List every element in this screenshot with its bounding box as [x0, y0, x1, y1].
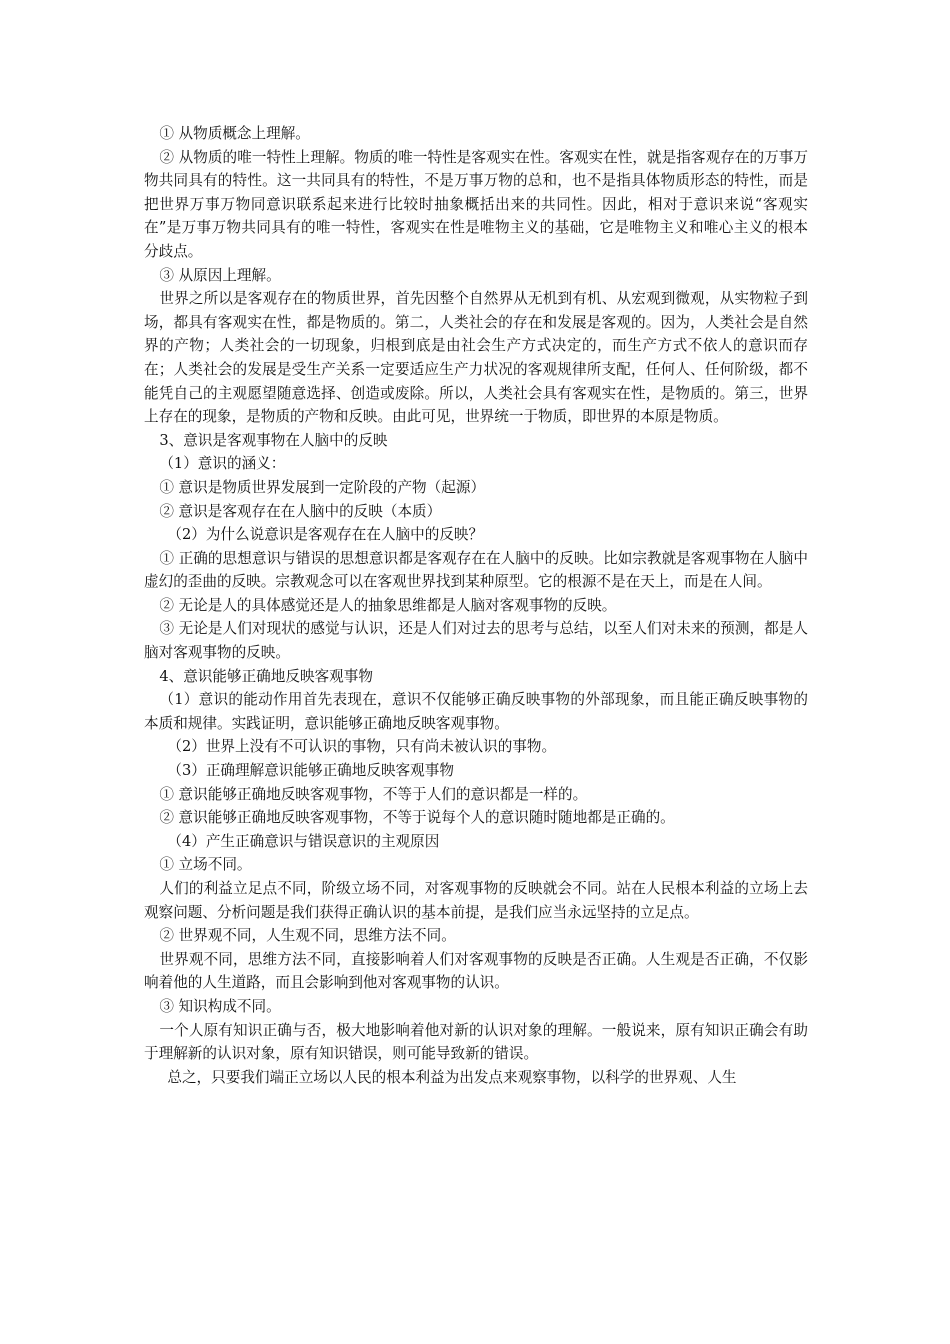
paragraph: ② 意识能够正确地反映客观事物，不等于说每个人的意识随时随地都是正确的。 [159, 809, 675, 827]
paragraph: （4）产生正确意识与错误意识的主观原因 [167, 832, 440, 850]
paragraph: ① 意识能够正确地反映客观事物，不等于人们的意识都是一样的。 [159, 785, 588, 803]
paragraph: ② 无论是人的具体感觉还是人的抽象思维都是人脑对客观事物的反映。 [159, 596, 617, 614]
paragraph: 4、意识能够正确地反映客观事物 [159, 667, 373, 685]
paragraph: ③ 知识构成不同。 [159, 997, 281, 1015]
paragraph: ① 从物质概念上理解。 [159, 125, 310, 142]
paragraph: ② 意识是客观存在在人脑中的反映（本质） [159, 502, 442, 520]
paragraph: ① 意识是物质世界发展到一定阶段的产物（起源） [159, 478, 486, 496]
paragraph: （3）正确理解意识能够正确地反映客观事物 [167, 762, 454, 780]
paragraph: 世界之所以是客观存在的物质世界，首先因整个自然界从无机到有机、从宏观到微观，从实物粒子到场，都具有客观实在性，都是物质的。第二，人类社会的存在和发展是客观的。因为，人类社会是自然界的产物；人类社会的一切现象，归根到底是由社会生产方式决定的，而生产方式不依人的意识而存在；人类社会的发展是受生产关系一定要适应生产力状况的客观规律所支配，任何人、任何阶级，都不能凭自己的主观愿望随意选择、创造或废除。所以，人类社会具有客观实在性，是物质的。第三，世界上存在的现象，是物质的产物和反映。由此可见，世界统一于物质，即世界的本原是物质。 [144, 290, 808, 426]
paragraph: （2）世界上没有不可认识的事物，只有尚未被认识的事物。 [167, 738, 557, 756]
paragraph: 人们的利益立足点不同，阶级立场不同，对客观事物的反映就会不同。站在人民根本利益的立场上去观察问题、分析问题是我们获得正确认识的基本前提，是我们应当永远坚持的立足点。 [144, 880, 808, 921]
document-page [144, 122, 808, 1089]
paragraph: （2）为什么说意识是客观存在在人脑中的反映？ [167, 526, 484, 544]
paragraph: 一个人原有知识正确与否，极大地影响着他对新的认识对象的理解。一般说来，原有知识正确会有助于理解新的认识对象，原有知识错误，则可能导致新的错误。 [144, 1021, 808, 1063]
paragraph: 3、意识是客观事物在人脑中的反映 [159, 431, 388, 449]
paragraph: 世界观不同，思维方法不同，直接影响着人们对客观事物的反映是否正确。人生观是否正确，不仅影响着他的人生道路，而且会影响到他对客观事物的认识。 [144, 950, 808, 992]
paragraph: ② 从物质的唯一特性上理解。物质的唯一特性是客观实在性。客观实在性，就是指客观存在的万事万物共同具有的特性。这一共同具有的特性，不是万事万物的总和，也不是指具体物质形态的特性，而是把世界万事万物同意识联系起来进行比较时抽象概括出来的共同性。因此，相对于意识来说“客观实在”是万事万物共同具有的唯一特性，客观实在性是唯物主义的基础，它是唯物主义和唯心主义的根本分歧点。 [144, 148, 808, 260]
paragraph: ① 立场不同。 [159, 856, 252, 874]
paragraph: （1）意识的能动作用首先表现在，意识不仅能够正确反映事物的外部现象，而且能正确反映事物的本质和规律。实践证明，意识能够正确地反映客观事物。 [144, 691, 808, 732]
paragraph: ③ 无论是人们对现状的感觉与认识，还是人们对过去的思考与总结，以至人们对未来的预测，都是人脑对客观事物的反映。 [144, 620, 808, 662]
paragraph: ② 世界观不同，人生观不同，思维方法不同。 [159, 927, 456, 945]
paragraph: （1）意识的涵义： [159, 455, 286, 473]
paragraph: 总之，只要我们端正立场以人民的根本利益为出发点来观察事物，以科学的世界观、人生 [167, 1068, 737, 1086]
paragraph: ③ 从原因上理解。 [159, 266, 281, 284]
paragraph: ① 正确的思想意识与错误的思想意识都是客观存在在人脑中的反映。比如宗教就是客观事物在人脑中虚幻的歪曲的反映。宗教观念可以在客观世界找到某种原型。它的根源不是在天上，而是在人间。 [144, 549, 808, 591]
